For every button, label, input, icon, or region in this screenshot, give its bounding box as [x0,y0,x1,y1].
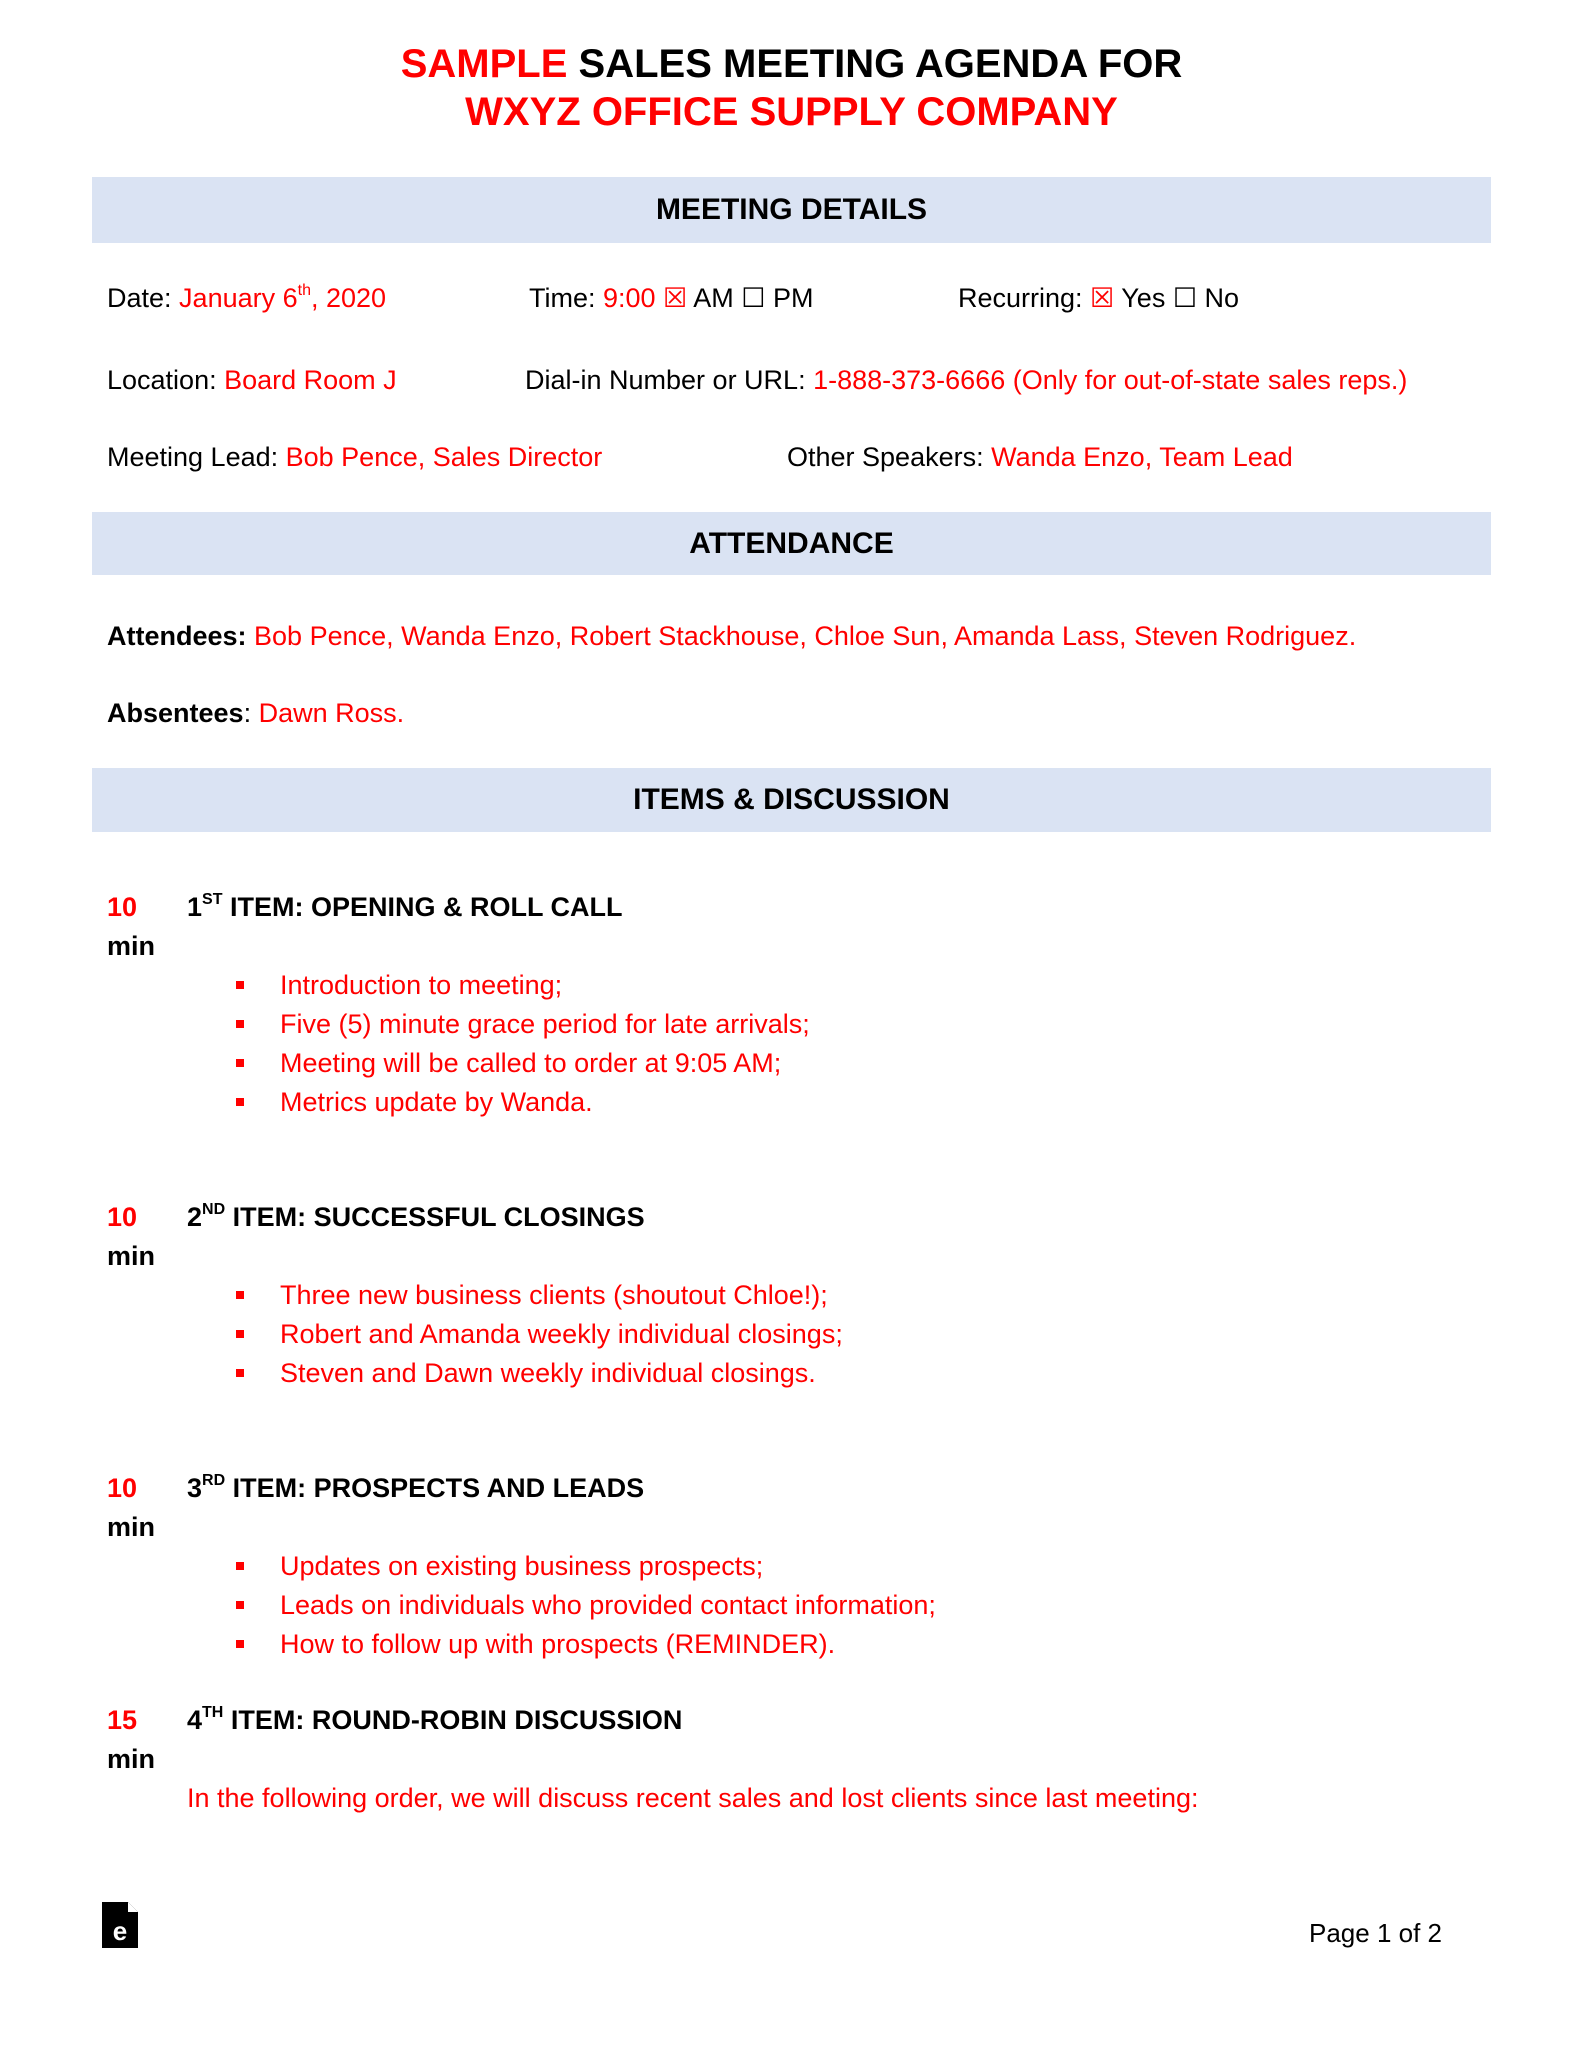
item-1-ordinal-suffix: ST [202,891,223,908]
dialin-label: Dial-in Number or URL: [525,365,814,395]
list-item: Meeting will be called to order at 9:05 AM; [230,1044,810,1083]
time-am-pm-options: AM ☐ PM [687,283,814,313]
item-2-title: ITEM: SUCCESSFUL CLOSINGS [225,1202,645,1232]
item-3-ordinal-suffix: RD [202,1472,226,1489]
other-speakers-value: Wanda Enzo, Team Lead [991,442,1293,472]
item-3-title: ITEM: PROSPECTS AND LEADS [225,1473,645,1503]
logo-letter: e [112,1916,128,1946]
recurring-checkbox-icon: ☒ [1090,283,1115,313]
item-3-minutes: 10 [107,1473,138,1503]
attendees-value: Bob Pence, Wanda Enzo, Robert Stackhouse, Chloe Sun, Amanda Lass, Steven Rodriguez. [246,621,1357,651]
item-1-heading [187,888,622,927]
time-value: 9:00 ☒ [603,283,688,313]
title-line-1 [0,40,1583,88]
item-1-ordinal: 1 [187,892,203,922]
title-company: WXYZ OFFICE SUPPLY COMPANY [465,90,1118,134]
item-2-ordinal: 2 [187,1202,203,1232]
other-speakers-field [787,440,1293,474]
item-4-ordinal: 4 [187,1705,203,1735]
item-4-minutes: 15 [107,1705,138,1735]
absentees-colon: : [243,698,252,728]
item-3-bullet-list [230,1547,936,1664]
title-main-text: SALES MEETING AGENDA FOR [567,42,1183,86]
dialin-value: 1-888-373-6666 (Only for out-of-state sales reps.) [813,365,1408,395]
list-item: Metrics update by Wanda. [230,1083,810,1122]
item-1-duration [107,888,155,966]
item-2-unit: min [107,1241,156,1271]
item-2-minutes: 10 [107,1202,138,1232]
absentees-line [107,696,404,730]
list-item: Leads on individuals who provided contact information; [230,1586,936,1625]
list-item: Introduction to meeting; [230,966,810,1005]
item-3-duration [107,1469,155,1547]
section-header-attendance: ATTENDANCE [92,512,1491,575]
item-1-bullet-list [230,966,810,1122]
item-2-duration [107,1198,155,1276]
section-header-meeting-details: MEETING DETAILS [92,177,1491,243]
attendees-label: Attendees: [107,621,247,651]
location-value: Board Room J [224,365,397,395]
attendees-line [107,619,1356,653]
section-header-items-discussion: ITEMS & DISCUSSION [92,768,1491,832]
meeting-lead-field [107,440,602,474]
item-3-ordinal: 3 [187,1473,203,1503]
list-item: How to follow up with prospects (REMINDER). [230,1625,936,1664]
document-title [0,40,1583,136]
list-item: Steven and Dawn weekly individual closings. [230,1354,843,1393]
other-speakers-label: Other Speakers: [787,442,992,472]
date-value [179,283,386,313]
list-item: Five (5) minute grace period for late arrivals; [230,1005,810,1044]
location-label: Location: [107,365,225,395]
time-label: Time: [529,283,603,313]
list-item: Robert and Amanda weekly individual closings; [230,1315,843,1354]
absentees-value: Dawn Ross. [251,698,405,728]
item-4-unit: min [107,1744,156,1774]
recurring-label: Recurring: [958,283,1091,313]
location-field [107,363,397,397]
item-4-heading [187,1701,682,1740]
absentees-label: Absentees [107,698,244,728]
item-3-unit: min [107,1512,156,1542]
item-2-ordinal-suffix: ND [202,1201,226,1218]
item-3-heading [187,1469,644,1508]
eforms-logo-icon [100,1900,140,1950]
date-label: Date: [107,283,180,313]
item-2-bullet-list [230,1276,843,1393]
recurring-field [958,281,1239,315]
item-2-heading [187,1198,645,1237]
item-1-title: ITEM: OPENING & ROLL CALL [222,892,623,922]
time-field [529,281,814,315]
dialin-field [525,363,1407,397]
item-4-paragraph: In the following order, we will discuss recent sales and lost clients since last meeting: [187,1783,1199,1813]
date-month-day: January 6 [179,283,298,313]
date-field [107,281,386,315]
list-item: Three new business clients (shoutout Chloe!); [230,1276,843,1315]
date-year: , 2020 [310,283,387,313]
item-4-duration [107,1701,155,1779]
item-1-minutes: 10 [107,892,138,922]
item-4-title: ITEM: ROUND-ROBIN DISCUSSION [223,1705,683,1735]
date-ordinal: th [297,282,311,299]
item-1-unit: min [107,931,156,961]
page-number: Page 1 of 2 [1309,1918,1442,1948]
recurring-options: Yes ☐ No [1114,283,1240,313]
list-item: Updates on existing business prospects; [230,1547,936,1586]
title-sample-word: SAMPLE [400,42,568,86]
item-4-ordinal-suffix: TH [202,1704,224,1721]
meeting-lead-value: Bob Pence, Sales Director [285,442,603,472]
meeting-lead-label: Meeting Lead: [107,442,286,472]
